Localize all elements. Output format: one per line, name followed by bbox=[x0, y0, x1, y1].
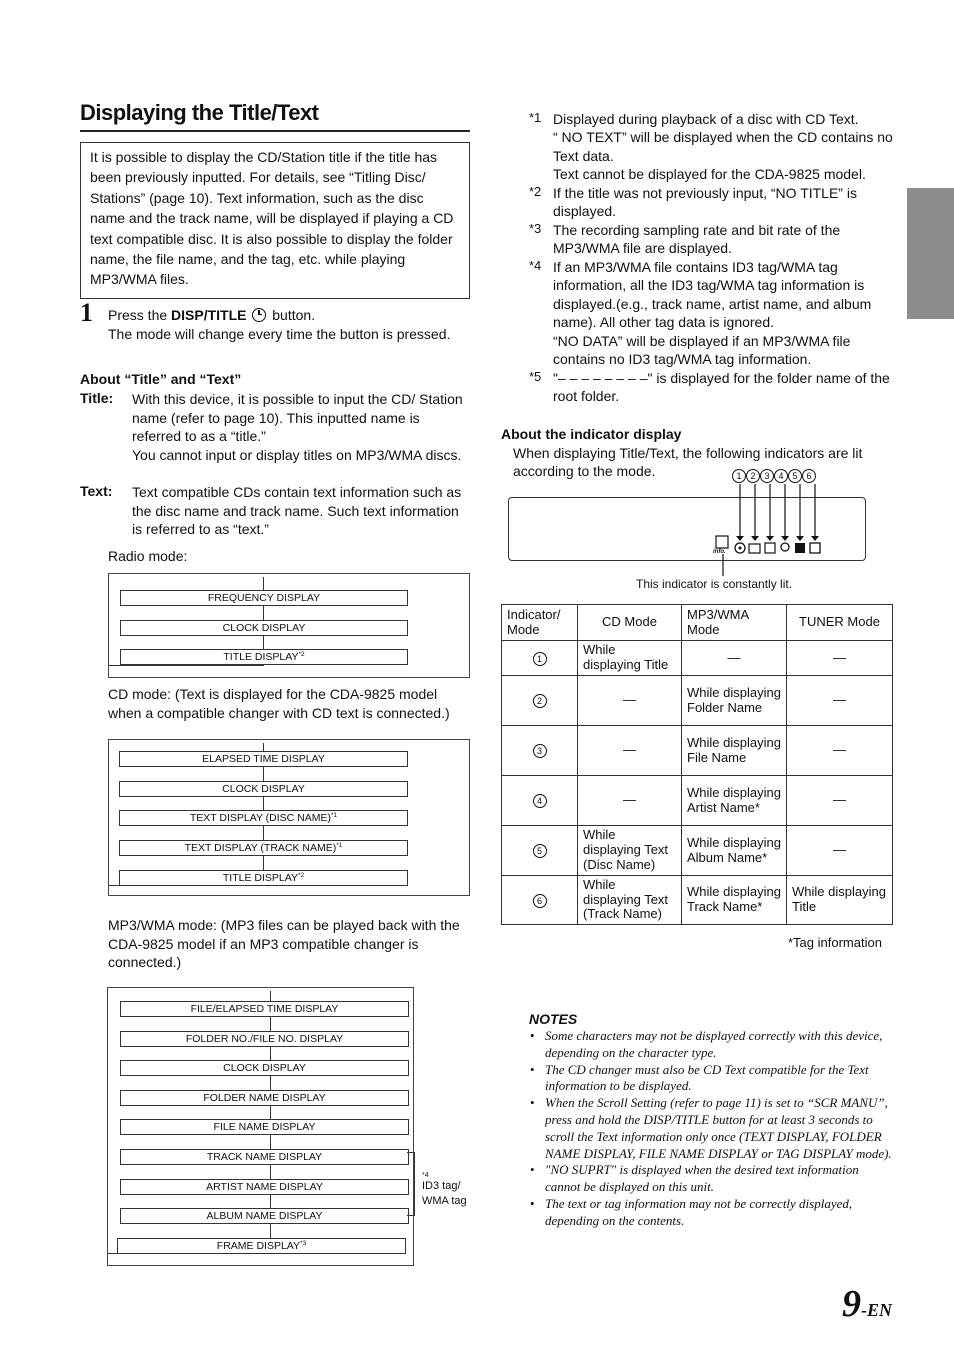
mp3-flow-item: FOLDER NAME DISPLAY bbox=[120, 1090, 409, 1106]
table-cell: — bbox=[787, 776, 893, 826]
footnote-mark: *3 bbox=[529, 221, 542, 236]
about-title-heading: About “Title” and “Text” bbox=[80, 371, 242, 387]
title-definition bbox=[132, 390, 472, 464]
table-cell: 1 bbox=[533, 652, 547, 666]
side-tab bbox=[907, 188, 954, 319]
cd-flow-item: ELAPSED TIME DISPLAY bbox=[119, 751, 408, 767]
table-footnote: *Tag information bbox=[788, 935, 882, 950]
note-item: • Some characters may not be displayed correctly with this device, depending on the character type. bbox=[529, 1028, 897, 1062]
table-cell: While displaying Artist Name* bbox=[682, 776, 787, 826]
step-instruction bbox=[108, 306, 463, 343]
table-row bbox=[502, 726, 893, 776]
footnote-mark: *1 bbox=[529, 110, 542, 125]
page-number: 9-EN bbox=[842, 1283, 892, 1325]
text-term: Text: bbox=[80, 483, 113, 499]
indicator-body: When displaying Title/Text, the following indicators are lit according to the mode. bbox=[513, 445, 863, 480]
note-item: • When the Scroll Setting (refer to page 11) is set to “SCR MANU”, press and hold the DISP/TITLE button for at least 3 seconds to scroll the Text information only once (TEXT DISPLAY, FOLDER NAME DISPLAY, FILE NAME DISPLAY or TAG DISPLAY mode). bbox=[529, 1095, 897, 1162]
indicator-number: 6 bbox=[802, 469, 816, 483]
notes-list bbox=[529, 1028, 897, 1230]
indicator-number: 2 bbox=[746, 469, 760, 483]
table-cell: 5 bbox=[533, 844, 547, 858]
indicator-table bbox=[501, 604, 893, 925]
mp3-flow-item: FILE NAME DISPLAY bbox=[120, 1119, 409, 1135]
table-header: TUNER Mode bbox=[787, 605, 893, 641]
table-header: Indicator/ Mode bbox=[502, 605, 578, 641]
radio-flow-item: CLOCK DISPLAY bbox=[120, 620, 408, 636]
table-cell: — bbox=[787, 676, 893, 726]
indicator-number: 3 bbox=[760, 469, 774, 483]
footnote-3: The recording sampling rate and bit rate of the MP3/WMA file are displayed. bbox=[553, 222, 841, 257]
mp3-flow-item: FRAME DISPLAY$^{*3}$ bbox=[117, 1238, 406, 1254]
indicator-caption: This indicator is constantly lit. bbox=[636, 577, 793, 591]
id3-bracket bbox=[407, 1152, 415, 1216]
table-row bbox=[502, 676, 893, 726]
footnote-mark: *2 bbox=[529, 184, 542, 199]
table-cell: — bbox=[787, 826, 893, 876]
page-title: Displaying the Title/Text bbox=[80, 100, 319, 125]
id3-bracket-label: ID3 tag/ WMA tag bbox=[422, 1180, 467, 1207]
clock-icon bbox=[252, 308, 266, 322]
table-row bbox=[502, 826, 893, 876]
mp3-flowchart bbox=[107, 987, 414, 1266]
table-cell: While displaying Album Name* bbox=[682, 826, 787, 876]
indicator-diagram bbox=[700, 480, 840, 580]
mp3-flow-item: FOLDER NO./FILE NO. DISPLAY bbox=[120, 1031, 409, 1047]
table-header-row bbox=[502, 605, 893, 641]
table-cell: — bbox=[578, 776, 682, 826]
mp3-mode-caption: MP3/WMA mode: (MP3 files can be played back with the CDA-9825 model if an MP3 compatible changer is connected.) bbox=[108, 917, 460, 971]
footnote-1: Displayed during playback of a disc with CD Text. “ NO TEXT” will be displayed when the CD contains no Text data. Text cannot be displayed for the CDA-9825 model. bbox=[553, 111, 893, 183]
mp3-flow-item: ALBUM NAME DISPLAY bbox=[120, 1208, 409, 1224]
radio-mode-caption: Radio mode: bbox=[108, 548, 188, 564]
table-cell: While displaying Folder Name bbox=[682, 676, 787, 726]
table-header: CD Mode bbox=[578, 605, 682, 641]
table-cell: 4 bbox=[533, 794, 547, 808]
disp-title-button-name: DISP/TITLE bbox=[171, 307, 247, 323]
notes-heading: NOTES bbox=[529, 1011, 578, 1027]
step-press-suffix: button. bbox=[268, 307, 316, 323]
table-cell: — bbox=[578, 676, 682, 726]
cd-flow-item: CLOCK DISPLAY bbox=[119, 781, 408, 797]
cd-flow-item: TEXT DISPLAY (DISC NAME)$^{*1}$ bbox=[119, 810, 408, 826]
title-definition-2: You cannot input or display titles on MP3/WMA discs. bbox=[132, 446, 462, 463]
footnote-4: If an MP3/WMA file contains ID3 tag/WMA tag information, all the ID3 tag/WMA tag information is displayed.(e.g., track name, artist name, and album name). All other tag data is ignored. “NO DATA” will be displayed if an MP3/WMA file contains no ID3 tag/WMA tag information. bbox=[553, 259, 872, 368]
cd-flow-item: TEXT DISPLAY (TRACK NAME)$^{*1}$ bbox=[119, 840, 408, 856]
note-item: • "NO SUPRT" is displayed when the desired text information cannot be displayed on this unit. bbox=[529, 1162, 897, 1196]
indicator-number: 5 bbox=[788, 469, 802, 483]
indicator-heading: About the indicator display bbox=[501, 426, 682, 442]
mp3-flow-item: FILE/ELAPSED TIME DISPLAY bbox=[120, 1001, 409, 1017]
table-cell: — bbox=[682, 641, 787, 676]
table-cell: — bbox=[787, 641, 893, 676]
mp3-flow-item: ARTIST NAME DISPLAY bbox=[120, 1179, 409, 1195]
indicator-number: 1 bbox=[732, 469, 746, 483]
table-header: MP3/WMA Mode bbox=[682, 605, 787, 641]
indicator-number: 4 bbox=[774, 469, 788, 483]
title-term: Title: bbox=[80, 390, 114, 406]
table-cell: While displaying Text (Track Name) bbox=[578, 876, 682, 925]
footnote-mark: *4 bbox=[529, 258, 542, 273]
mp3-flow-item: TRACK NAME DISPLAY bbox=[120, 1149, 409, 1165]
table-cell: 2 bbox=[533, 694, 547, 708]
cd-flowchart bbox=[108, 739, 470, 896]
step-press-prefix: Press the bbox=[108, 307, 172, 323]
table-cell: While displaying Track Name* bbox=[682, 876, 787, 925]
table-cell: While displaying Text (Disc Name) bbox=[578, 826, 682, 876]
mp3-flow-item: CLOCK DISPLAY bbox=[120, 1060, 409, 1076]
footnote-2: If the title was not previously input, “NO TITLE” is displayed. bbox=[553, 185, 857, 220]
table-row bbox=[502, 641, 893, 676]
title-underline bbox=[80, 130, 470, 132]
table-cell: While displaying Title bbox=[787, 876, 893, 925]
step-line2: The mode will change every time the button is pressed. bbox=[108, 325, 451, 342]
text-definition: Text compatible CDs contain text information such as the disc name and track name. Such text information is referred to as “text.” bbox=[132, 484, 462, 538]
id3-bracket-sup: *4 bbox=[422, 1172, 429, 1179]
info-indicator-label: info. bbox=[713, 549, 726, 555]
table-cell: — bbox=[578, 726, 682, 776]
footnote-5: "– – – – – – – –" is displayed for the folder name of the root folder. bbox=[553, 370, 890, 405]
cd-flow-item: TITLE DISPLAY$^{*2}$ bbox=[119, 870, 408, 886]
radio-flow-item: FREQUENCY DISPLAY bbox=[120, 590, 408, 606]
table-cell: While displaying Title bbox=[578, 641, 682, 676]
table-cell: — bbox=[787, 726, 893, 776]
intro-box: It is possible to display the CD/Station title if the title has been previously inputted. For details, see “Titling Disc/ Stations” (page 10). Text information, such as the disc name and the track name, will be displayed if playing a CD text compatible disc. It is also possible to display the folder name, the file name, and the tag, etc. while playing MP3/WMA files. bbox=[80, 142, 470, 299]
title-definition-1: With this device, it is possible to input the CD/ Station name (refer to page 10). This inputted name is referred to as a “title.” bbox=[132, 391, 463, 445]
table-row bbox=[502, 776, 893, 826]
radio-flow-item: TITLE DISPLAY$^{*2}$ bbox=[120, 649, 408, 665]
note-item: • The text or tag information may not be correctly displayed, depending on the contents. bbox=[529, 1196, 897, 1230]
radio-flowchart bbox=[108, 573, 470, 678]
cd-mode-caption: CD mode: (Text is displayed for the CDA-9825 model when a compatible changer with CD text is connected.) bbox=[108, 686, 450, 721]
step-number: 1 bbox=[80, 298, 93, 327]
table-cell: 3 bbox=[533, 744, 547, 758]
footnote-mark: *5 bbox=[529, 369, 542, 384]
table-cell: While displaying File Name bbox=[682, 726, 787, 776]
note-item: • The CD changer must also be CD Text compatible for the Text information to be displayed. bbox=[529, 1062, 897, 1096]
table-row bbox=[502, 876, 893, 925]
table-cell: 6 bbox=[533, 894, 547, 908]
